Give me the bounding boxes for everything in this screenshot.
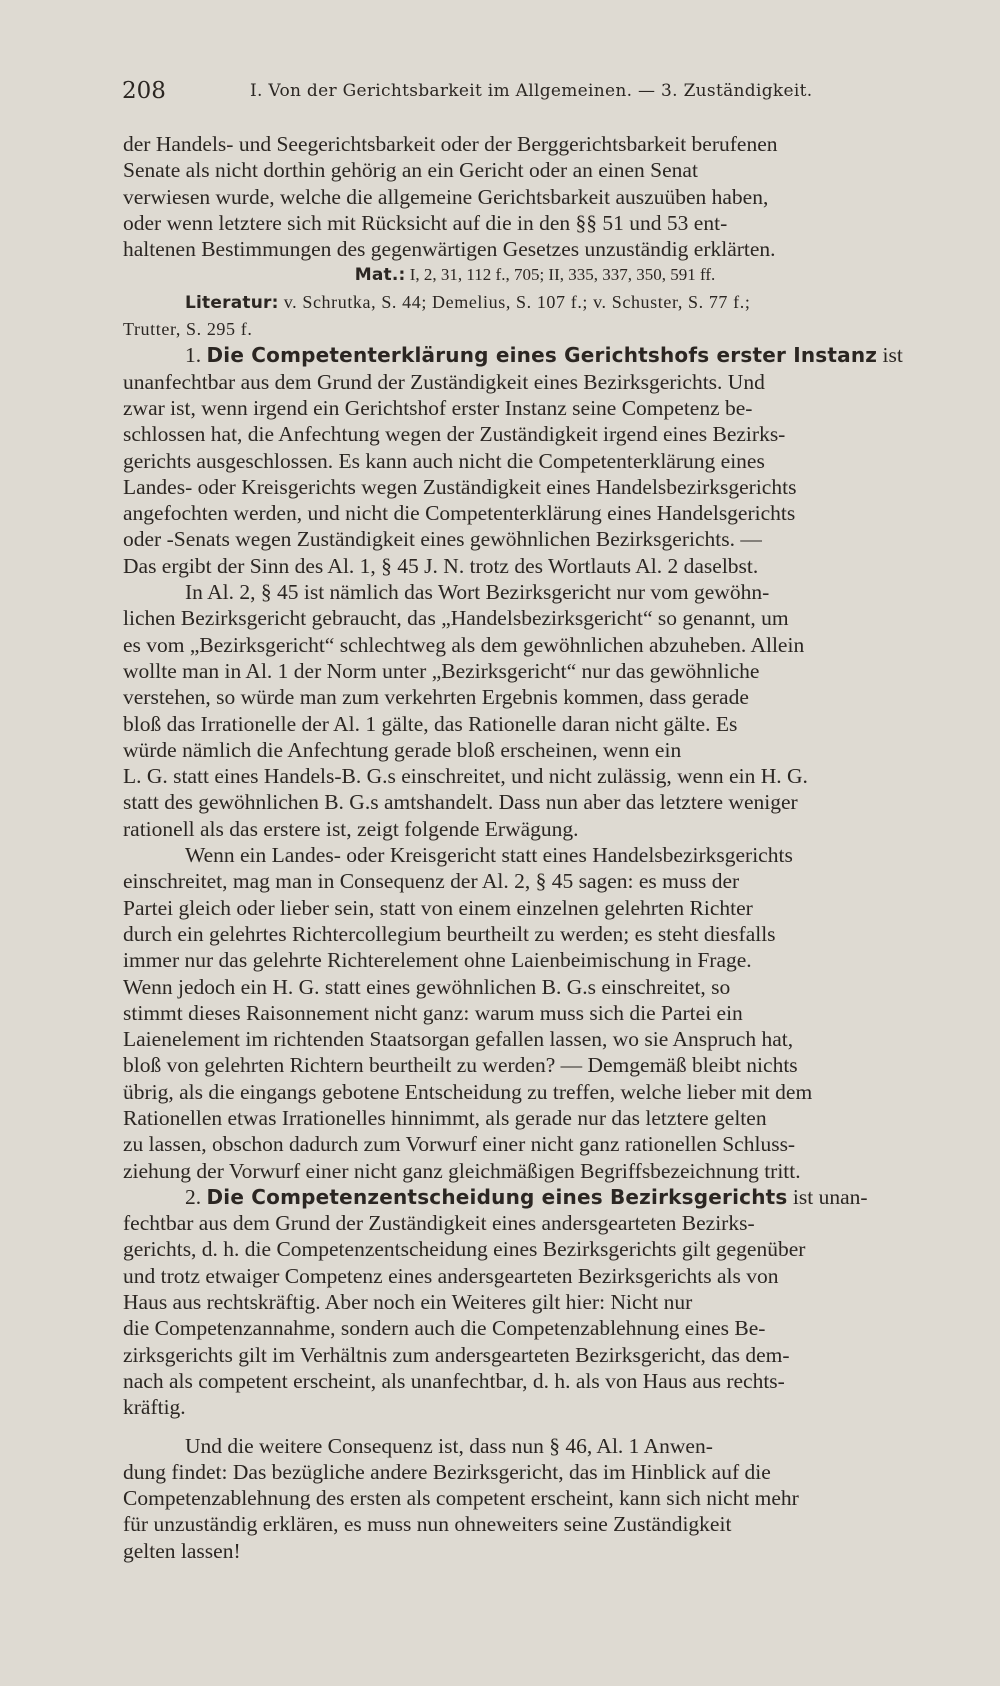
materials-label: Mat.: [354,265,406,286]
section1-heading [123,342,947,368]
running-head: I. Von der Gerichtsbarkeit im Allgemeinen. — 3. Zuständigkeit. [250,81,813,101]
section1-para3-line: Wenn ein Landes- oder Kreisgericht statt eines Handelsbezirksgerichts [185,843,793,868]
page-header [122,78,952,106]
intro-line: Senate als nicht dorthin gehörig an ein Gericht oder an einen Senat [123,158,698,183]
intro-line: verwiesen wurde, welche die allgemeine Gerichtsbarkeit auszuüben haben, [123,184,769,209]
section1-line: Das ergibt der Sinn des Al. 1, § 45 J. N. trotz des Wortlauts Al. 2 daselbst. [123,553,759,578]
section1-para2-line: wollte man in Al. 1 der Norm unter „Bezirksgericht“ nur das gewöhnliche [123,658,760,683]
section1-para3-line: stimmt dieses Raisonnement nicht ganz: warum muss sich die Partei ein [123,1000,743,1025]
section2-para2-line: gelten lassen! [123,1538,241,1563]
section2-line: und trotz etwaiger Competenz eines andersgearteten Bezirksgerichts als von [123,1263,779,1288]
section2-para2-line: dung findet: Das bezügliche andere Bezirksgericht, das im Hinblick auf die [123,1459,771,1484]
section2-line: kräftig. [123,1395,186,1420]
section1-para3-line: immer nur das gelehrte Richterelement ohne Laienbeimischung in Frage. [123,948,752,973]
intro-line: oder wenn letztere sich mit Rücksicht auf die in den §§ 51 und 53 ent- [123,210,728,235]
section1-line: Landes- oder Kreisgerichts wegen Zuständigkeit eines Handelsbezirksgerichts [123,474,797,499]
paragraph-gap [123,1421,947,1433]
materials-line [123,262,947,288]
section1-line: gerichts ausgeschlossen. Es kann auch nicht die Competenterklärung eines [123,448,765,473]
section1-title: Die Competenterklärung eines Gerichtshofs erster Instanz [206,343,878,368]
section2-line: zirksgerichts gilt im Verhältnis zum andersgearteten Bezirksgericht, das dem- [123,1342,790,1367]
section1-number: 1. [185,343,202,368]
section2-line: die Competenzannahme, sondern auch die Competenzablehnung eines Be- [123,1316,766,1341]
section1-para2-line: es vom „Bezirksgericht“ schlechtweg als dem gewöhnlichen abzuheben. Allein [123,632,805,657]
page-number: 208 [122,78,166,104]
section1-para2-line: In Al. 2, § 45 ist nämlich das Wort Bezirksgericht nur vom gewöhn- [185,580,770,605]
section2-number: 2. [185,1184,202,1209]
section1-para3-line: zu lassen, obschon dadurch zum Vorwurf einer nicht ganz rationellen Schluss- [123,1132,796,1157]
section1-para3-line: durch ein gelehrtes Richtercollegium beurtheilt zu werden; es steht diesfalls [123,921,776,946]
section1-line: oder -Senats wegen Zuständigkeit eines gewöhnlichen Bezirksgerichts. — [123,527,762,552]
section2-line: gerichts, d. h. die Competenzentscheidung eines Bezirksgerichts gilt gegenüber [123,1237,806,1262]
section1-para3-line: Wenn jedoch ein H. G. statt eines gewöhnlichen B. G.s einschreitet, so [123,974,731,999]
body-text [123,131,947,1564]
section2-line: Haus aus rechtskräftig. Aber noch ein Weiteres gilt hier: Nicht nur [123,1290,693,1315]
section1-para2-line: verstehen, so würde man zum verkehrten Ergebnis kommen, dass gerade [123,685,749,710]
section1-para3-line: einschreitet, mag man in Consequenz der Al. 2, § 45 sagen: es muss der [123,869,740,894]
literature-text: v. Schrutka, S. 44; Demelius, S. 107 f.; v. Schuster, S. 77 f.; [283,291,751,312]
section2-heading [123,1184,947,1210]
section2-line: nach als competent erscheint, als unanfechtbar, d. h. als von Haus aus rechts- [123,1368,785,1393]
section1-para2-line: statt des gewöhnlichen B. G.s amtshandelt. Dass nun aber das letztere weniger [123,790,798,815]
section2-para2-line: für unzuständig erklären, es muss nun ohneweiters seine Zuständigkeit [123,1512,732,1537]
section1-para2-line: rationell als das erstere ist, zeigt folgende Erwägung. [123,816,579,841]
materials-text: I, 2, 31, 112 f., 705; II, 335, 337, 350, 591 ff. [409,265,716,285]
section1-para2-line: bloß das Irrationelle der Al. 1 gälte, das Rationelle daran nicht gälte. Es [123,711,738,736]
section1-para2-line: würde nämlich die Anfechtung gerade bloß erscheinen, wenn ein [123,737,682,762]
section2-title: Die Competenzentscheidung eines Bezirksgerichts [206,1184,788,1209]
section2-para2-line: Competenzablehnung des ersten als competent erscheint, kann sich nicht mehr [123,1486,799,1511]
section2-line: fechtbar aus dem Grund der Zuständigkeit eines andersgearteten Bezirks- [123,1211,755,1236]
section1-para3-line: übrig, als die eingangs gebotene Entscheidung zu treffen, welche lieber mit dem [123,1079,813,1104]
section1-para2-line: L. G. statt eines Handels-B. G.s einschreitet, und nicht zulässig, wenn ein H. G. [123,764,808,789]
section2-para2-line: Und die weitere Consequenz ist, dass nun § 46, Al. 1 Anwen- [185,1433,713,1458]
section1-line: zwar ist, wenn irgend ein Gerichtshof erster Instanz seine Competenz be- [123,395,753,420]
section1-line: angefochten werden, und nicht die Competenterklärung eines Handelsgerichts [123,501,796,526]
intro-line: haltenen Bestimmungen des gegenwärtigen Gesetzes unzuständig erklärten. [123,237,776,262]
section1-para3-line: Laienelement im richtenden Staatsorgan gefallen lassen, wo sie Anspruch hat, [123,1027,794,1052]
section1-line: schlossen hat, die Anfechtung wegen der Zuständigkeit irgend eines Bezirks- [123,422,786,447]
section1-para3-line: ziehung der Vorwurf einer nicht ganz gleichmäßigen Begriffsbezeichnung tritt. [123,1158,801,1183]
section1-para2-line: lichen Bezirksgericht gebraucht, das „Handelsbezirksgericht“ so genannt, um [123,606,789,631]
section1-para3-line: Partei gleich oder lieber sein, statt von einem einzelnen gelehrten Richter [123,895,753,920]
section1-line: unanfechtbar aus dem Grund der Zuständigkeit eines Bezirksgerichts. Und [123,369,765,394]
literature-line [123,289,947,316]
section1-para3-line: bloß von gelehrten Richtern beurtheilt zu werden? — Demgemäß bleibt nichts [123,1053,798,1078]
literature-line-2: Trutter, S. 295 f. [123,319,253,340]
literature-label: Literatur: [185,292,279,313]
intro-line: der Handels- und Seegerichtsbarkeit oder der Berggerichtsbarkeit berufenen [123,132,778,156]
section1-para3-line: Rationellen etwas Irrationelles hinnimmt, als gerade nur das letztere gelten [123,1105,767,1130]
section1-heading-tail: ist [882,343,903,368]
section2-heading-tail: ist unan- [792,1184,868,1209]
